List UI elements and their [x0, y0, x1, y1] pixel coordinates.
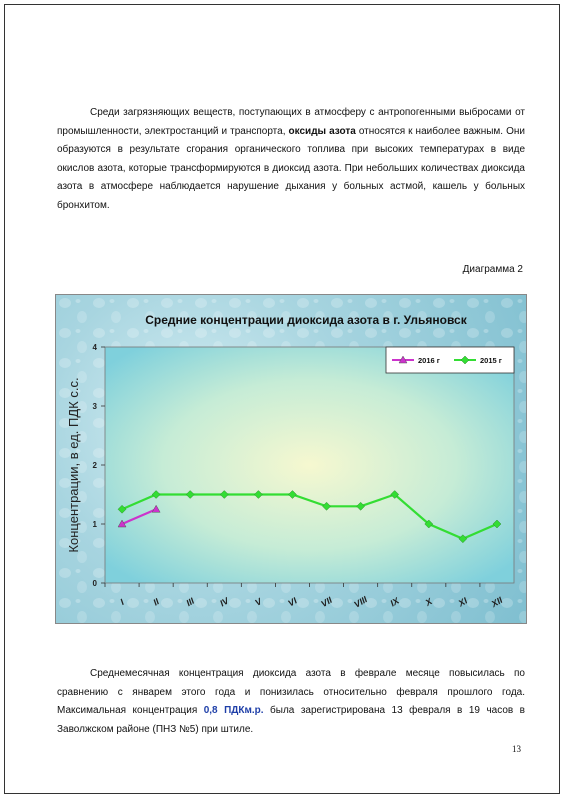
x-tick-label: VIII [352, 594, 369, 610]
legend-label: 2016 г [418, 356, 440, 365]
x-tick-label: III [184, 595, 196, 609]
x-tick-label: VII [319, 594, 334, 610]
chart-title: Средние концентрации диоксида азота в г. Ульяновск [145, 313, 467, 327]
y-tick-label: 3 [92, 402, 97, 411]
y-tick-label: 0 [92, 579, 97, 588]
line-chart [56, 295, 527, 624]
chart-frame [55, 294, 527, 624]
x-tick-label: II [151, 596, 161, 608]
page-number: 13 [512, 744, 521, 754]
intro-text-end: относятся к наиболее важным. Они образуются в результате сгорания органического топлива при высоких температурах в виде окислов азота, которые трансформируются в диоксид азота. При небольших количествах диоксида азота в атмосфере наблюдается нарушение дыхания у больных астмой, кашель у больных бронхитом. [57, 125, 525, 211]
summary-paragraph [57, 665, 525, 739]
intro-bold-term: оксиды азота [288, 125, 356, 137]
x-tick-label: I [118, 597, 126, 607]
x-tick-label: XII [489, 594, 505, 610]
x-tick-label: XI [456, 595, 470, 609]
y-tick-label: 4 [92, 343, 97, 352]
max-concentration-value: 0,8 ПДКм.р. [203, 705, 264, 716]
x-tick-label: IX [388, 595, 401, 609]
x-tick-label: IV [218, 595, 231, 609]
summary-text-end: была зарегистрирована 13 февраля в 19 часов в Заволжском районе (ПНЗ №5) при штиле. [57, 705, 525, 735]
y-tick-label: 1 [92, 520, 97, 529]
intro-paragraph [57, 104, 525, 215]
plot-area [105, 347, 514, 583]
legend [386, 347, 514, 373]
x-tick-label: VI [286, 595, 299, 609]
intro-text-start: Среди загрязняющих веществ, поступающих в атмосферу с антропогенными выбросами от промышленности, электростанций и транспорта, [57, 107, 525, 137]
x-tick-label: X [423, 596, 434, 608]
diagram-label: Диаграмма 2 [462, 264, 523, 275]
summary-text-start: Среднемесячная концентрация диоксида азота в феврале месяце повысилась по сравнению с январем этого года и понизилась относительно февраля прошлого года. Максимальная концентрация [57, 668, 525, 716]
y-axis-label: Концентрации, в ед. ПДК с.с. [66, 377, 81, 553]
y-tick-label: 2 [92, 461, 97, 470]
legend-label: 2015 г [480, 356, 502, 365]
x-tick-label: V [253, 596, 264, 608]
